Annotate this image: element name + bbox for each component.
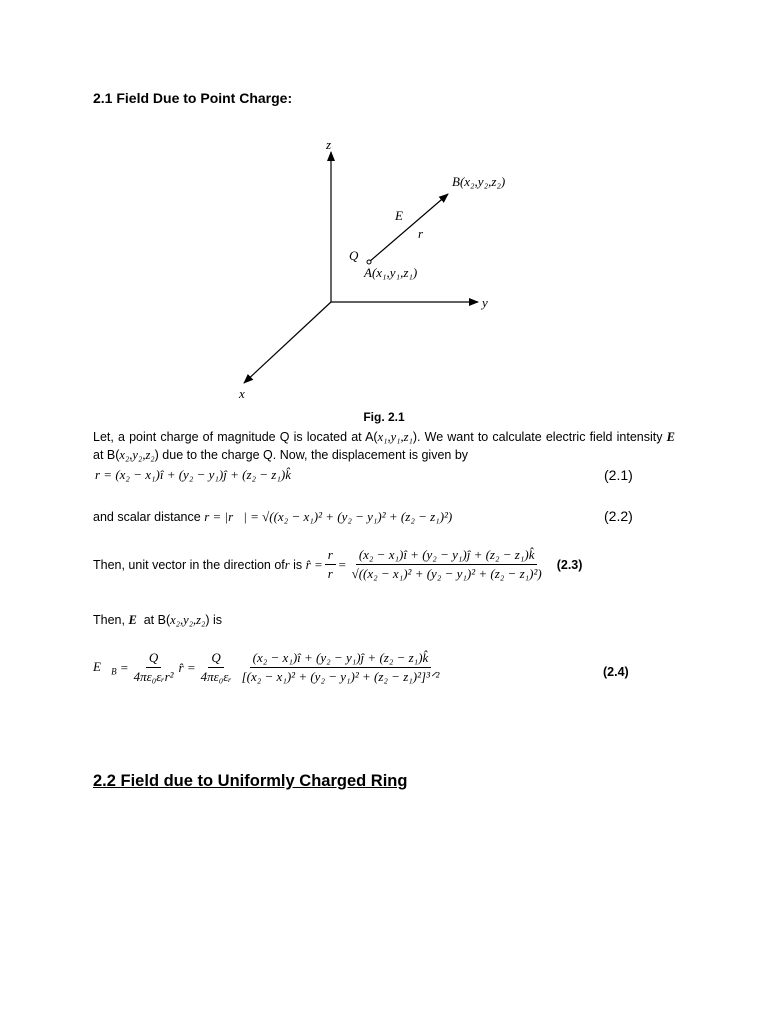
eq3-f1-num: r xyxy=(325,547,336,565)
section-heading-2-2: 2.2 Field due to Uniformly Charged Ring xyxy=(93,772,408,790)
eq4-fraction-3 xyxy=(239,650,443,685)
eq4-lead-end: ) is xyxy=(205,613,223,627)
eq4-lead-coord: x₂,y₂,z₂ xyxy=(170,613,206,627)
eq3-lhs: r̂ = xyxy=(305,556,323,572)
equation-number-2-1: (2.1) xyxy=(604,467,633,483)
para-E-symbol: E xyxy=(666,430,675,444)
para-text-3: at B( xyxy=(93,448,120,462)
eq4-lhs-E: E⃗ xyxy=(93,658,112,674)
eq4-f2-den: 4πε₀εᵣ xyxy=(200,669,232,684)
eq3-f2-den: √((x₂ − x₁)² + (y₂ − y₁)² + (z₂ − z₁)²) xyxy=(351,566,542,581)
z-axis-label: z xyxy=(326,137,332,152)
section-heading-2-1: 2.1 Field Due to Point Charge: xyxy=(93,90,293,106)
displacement-vector xyxy=(369,194,448,262)
eq3-f1-den: r xyxy=(327,566,333,581)
eq4-lead-mid: at B( xyxy=(136,613,171,627)
eq3-lead-r: r xyxy=(284,557,290,572)
eq4-f1-num: Q xyxy=(146,650,161,668)
charge-Q-label: Q xyxy=(349,248,359,263)
equation-2-4: $E⃗_B$ = $\frac{Q}{\text{4πε₀εᵣr²}}$ r̂ = $\frac{Q}{\text{4πε₀εᵣ}}$ $\frac{\text{(x₂ − x₁)î + (y₂ − y₁)ĵ + (z₂ − z₁)k̂}}{\text{[(x₂ − x₁)² + (y₂ − y₁)² + (z₂ − z₁)²]³ᐟ²}}$ xyxy=(93,650,444,685)
eq4-lead-text: Then, xyxy=(93,613,129,627)
eq2-lead-text: and scalar distance xyxy=(93,510,205,524)
para-text-4: ) due to the charge Q. Now, the displacement is given by xyxy=(154,448,469,462)
eq4-f3-den: [(x₂ − x₁)² + (y₂ − y₁)² + (z₂ − z₁)²]³ᐟ² xyxy=(241,669,440,684)
eq3-lead-text: Then, unit vector in the direction of xyxy=(93,557,285,572)
equation-number-2-2: (2.2) xyxy=(604,508,633,524)
eq4-rhat: r̂ xyxy=(178,659,184,675)
equation-2-2-line xyxy=(93,508,452,526)
eq4-fraction-2 xyxy=(198,650,235,685)
eq4-lead-line xyxy=(93,611,222,629)
equation-2-1: r = (x₂ − x₁)î + (y₂ − y₁)ĵ + (z₂ − z₁)k̂ xyxy=(95,467,291,482)
eq3-lead-is: is xyxy=(289,557,306,572)
intro-paragraph xyxy=(93,428,675,464)
point-B-label: B(x₂,y₂,z₂) xyxy=(452,174,506,189)
eq3-f2-num: (x₂ − x₁)î + (y₂ − y₁)ĵ + (z₂ − z₁)k̂ xyxy=(356,547,538,565)
point-A-label: A(x₁,y₁,z₁) xyxy=(364,265,418,280)
equation-number-2-4: (2.4) xyxy=(603,665,629,679)
field-E-label: E xyxy=(395,208,403,223)
eq4-lhs-sub: B xyxy=(111,666,117,677)
distance-r-label: r xyxy=(418,226,424,241)
point-charge-marker xyxy=(367,260,371,264)
x-axis xyxy=(244,302,331,383)
figure-caption: Fig. 2.1 xyxy=(363,410,405,424)
para-coord-A: x₁,y₁,z₁ xyxy=(377,430,413,444)
para-text-2: ). We want to calculate electric field intensity xyxy=(412,430,667,444)
para-text-1: Let, a point charge of magnitude Q is located at A( xyxy=(93,430,378,444)
y-axis-label: y xyxy=(482,295,488,310)
para-coord-B: x₂,y₂,z₂ xyxy=(119,448,155,462)
eq3-fraction-2 xyxy=(349,547,545,582)
eq4-f1-den: 4πε₀εᵣr² xyxy=(133,669,174,684)
eq4-lhs xyxy=(93,659,117,677)
eq3-fraction-1 xyxy=(325,547,336,582)
eq4-lead-E: E xyxy=(128,613,137,627)
eq4-f3-num: (x₂ − x₁)î + (y₂ − y₁)ĵ + (z₂ − z₁)k̂ xyxy=(250,650,432,668)
equation-2-2: r = |r⃗| = √((x₂ − x₁)² + (y₂ − y₁)² + (z₂ − z₁)²) xyxy=(204,509,453,524)
eq4-f2-num: Q xyxy=(208,650,223,668)
eq4-fraction-1 xyxy=(131,650,177,685)
figure-2-1-diagram xyxy=(230,130,530,410)
equation-number-2-3: (2.3) xyxy=(556,557,583,572)
x-axis-label: x xyxy=(239,386,245,401)
equation-2-3-line: Then, unit vector in the direction of r is r̂ = $\frac{r}{r}$ = $\frac{\text{(x₂ − x₁)î + (y₂ − y₁)ĵ + (z₂ − z₁)k̂}}{\text{√((x₂ − x₁)² + (y₂ − y₁)² + (z₂ − z₁)²)}}$ (2.3) xyxy=(93,547,583,581)
